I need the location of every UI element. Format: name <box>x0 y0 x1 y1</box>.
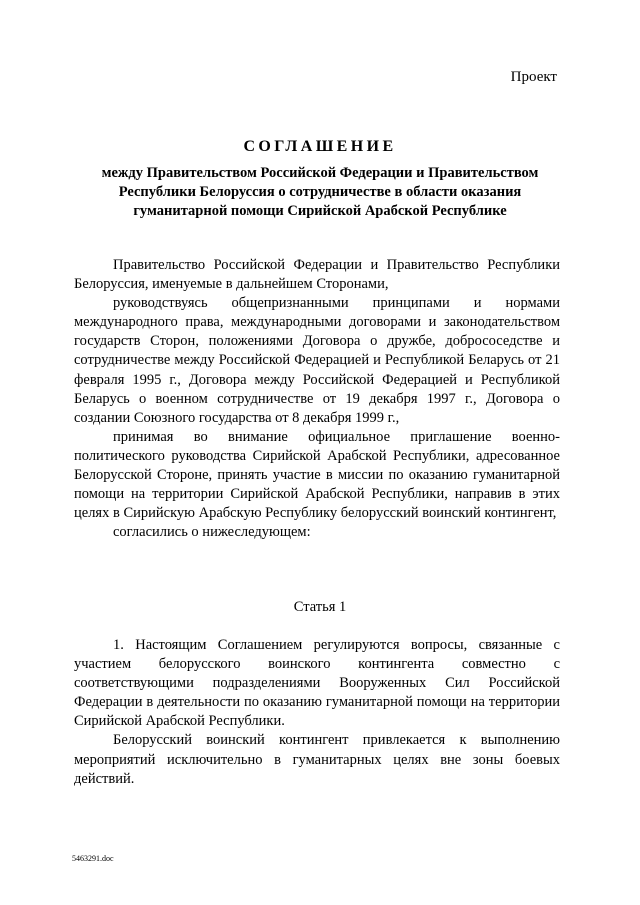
document-title: СОГЛАШЕНИЕ <box>243 138 397 155</box>
article-paragraph: 1. Настоящим Соглашением регулируются вопросы, связанные с участием белорусского воинского контингента совместно с соответствующими подразделениями Вооруженных Сил Российской Федерации в деятельности по оказанию гуманитарной помощи на территории Сирийской Арабской Республики. <box>74 637 560 730</box>
file-name: 5463291.doc <box>72 854 114 863</box>
preamble <box>74 256 560 542</box>
preamble-paragraph: Правительство Российской Федерации и Правительство Республики Белоруссия, именуемые в дальнейшем Сторонами, <box>74 257 560 293</box>
preamble-paragraph: руководствуясь общепризнанными принципами и нормами международного права, международными договорами и законодательством государств Сторон, положениями Договора о дружбе, добрососедстве и сотрудничестве между Российской Федерацией и Республикой Беларусь от 21 февраля 1995 г., Договора между Российской Федерацией и Республикой Беларусь о военном сотрудничестве от 19 декабря 1997 г., Договора о создании Союзного государства от 8 декабря 1999 г., <box>74 295 560 426</box>
article-heading: Статья 1 <box>293 599 347 615</box>
draft-label: Проект <box>510 69 557 85</box>
document-subtitle: между Правительством Российской Федерации и Правительством Республики Белоруссия о сотрудничестве в области оказания гуманитарной помощи Сирийской Арабской Республике <box>101 165 539 219</box>
preamble-paragraph: согласились о нижеследующем: <box>113 524 311 541</box>
article-body <box>74 636 560 789</box>
article-paragraph: Белорусский воинский контингент привлекается к выполнению мероприятий исключительно в гуманитарных целях вне зоны боевых действий. <box>74 732 560 787</box>
preamble-paragraph: принимая во внимание официальное приглашение военно-политического руководства Сирийской Арабской Республики, адресованное Белорусской Стороне, принять участие в миссии по оказанию гуманитарной помощи на территории Сирийской Арабской Республики, направив в этих целях в Сирийскую Арабскую Республику белорусский воинский контингент, <box>74 428 560 522</box>
